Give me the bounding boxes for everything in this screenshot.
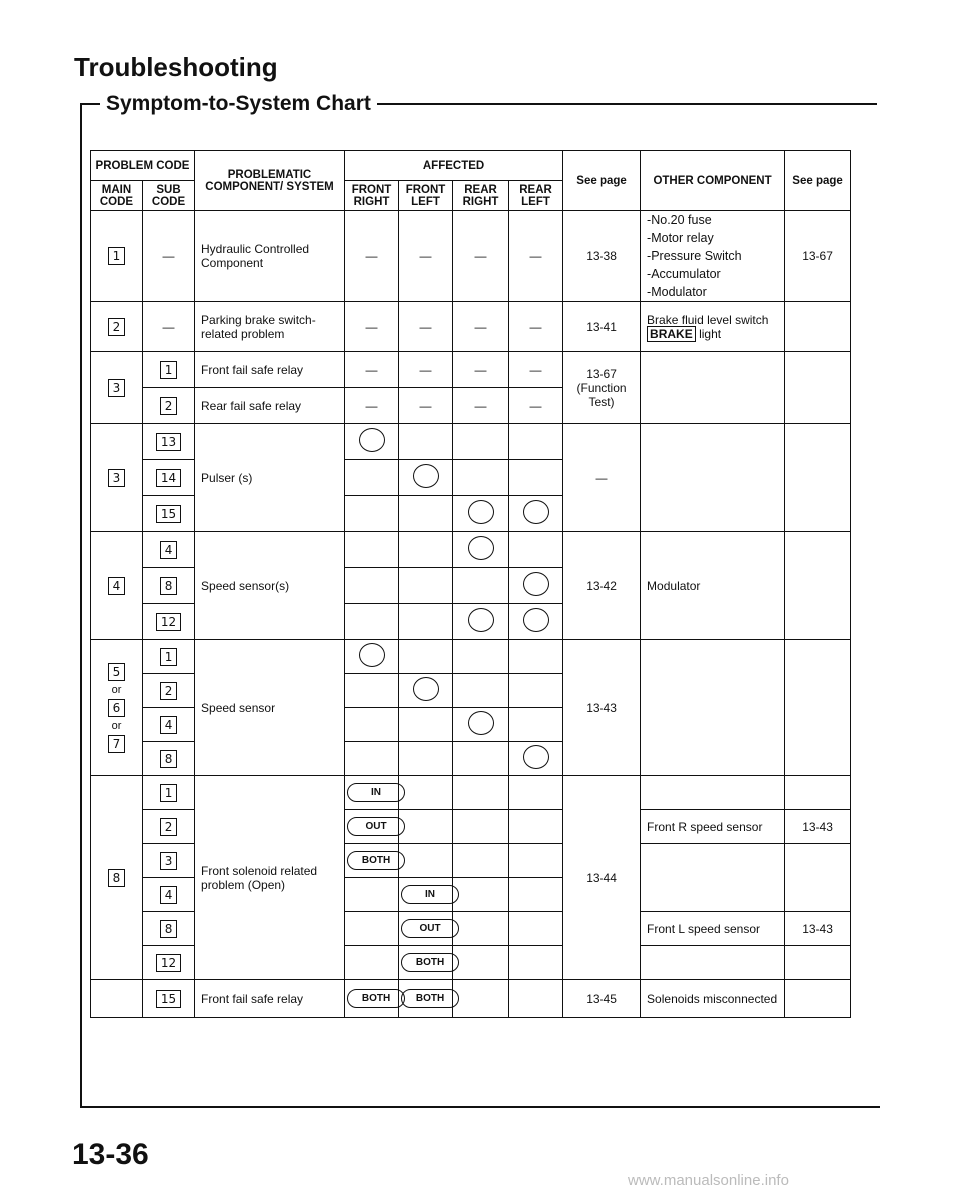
blink-code: 15 [156,505,181,523]
solenoid-pill: BOTH [401,953,459,972]
main-code-cell [91,302,143,352]
main-code-cell [91,776,143,980]
affected-circle-mark [523,608,549,632]
affected-fr [345,980,399,1018]
blink-code: 4 [108,577,126,595]
affected-rl [509,810,563,844]
affected-rr [453,776,509,810]
blink-code: 14 [156,469,181,487]
other-component-cell [641,424,785,532]
other-item: -No.20 fuse [647,213,712,227]
affected-fl [399,742,453,776]
blink-code: 6 [108,699,126,717]
blink-code: 8 [160,577,178,595]
component-cell: Speed sensor(s) [195,532,345,640]
affected-circle-mark [468,500,494,524]
other-component-cell: Modulator [641,532,785,640]
affected-rl [509,424,563,460]
affected-rl [509,460,563,496]
component-cell: Front fail safe relay [195,352,345,388]
header-rear-left: REAR LEFT [509,181,563,211]
affected-rl [509,742,563,776]
affected-rr [453,878,509,912]
page-number: 13-36 [72,1138,149,1171]
sub-code-cell [143,568,195,604]
affected-fr: — [345,352,399,388]
header-component: PROBLEMATIC COMPONENT/ SYSTEM [195,151,345,211]
affected-fl: — [399,211,453,302]
other-component-cell [641,211,785,302]
affected-fr [345,532,399,568]
solenoid-pill: IN [401,885,459,904]
component-cell: Hydraulic Controlled Component [195,211,345,302]
see-page-other-cell [785,776,851,810]
blink-code: 3 [108,469,126,487]
see-page-cell: 13-67 (Function Test) [563,352,641,424]
affected-rr: — [453,211,509,302]
affected-fl: — [399,388,453,424]
affected-circle-mark [413,677,439,701]
main-code-cell [91,352,143,424]
other-component-cell [641,302,785,352]
component-cell: Front solenoid related problem (Open) [195,776,345,980]
affected-rr [453,604,509,640]
affected-fr [345,946,399,980]
blink-code: 15 [156,990,181,1008]
affected-rl [509,776,563,810]
see-page-cell: 13-42 [563,532,641,640]
affected-fl [399,980,453,1018]
other-component-cell [641,776,785,810]
blink-code: 8 [160,920,178,938]
see-page-cell: 13-44 [563,776,641,980]
affected-rl: — [509,388,563,424]
see-page-cell: 13-43 [563,640,641,776]
affected-rr [453,496,509,532]
see-page-other-cell [785,844,851,912]
affected-rl [509,912,563,946]
affected-fr [345,424,399,460]
blink-code: 12 [156,954,181,972]
affected-rr [453,742,509,776]
table-row [91,302,851,352]
solenoid-pill: OUT [347,817,405,836]
other-component-cell [641,352,785,424]
header-see-page-other: See page [785,151,851,211]
other-component-cell: Front L speed sensor [641,912,785,946]
affected-fl [399,674,453,708]
affected-rl [509,674,563,708]
or-label: or [111,683,122,696]
affected-fl [399,946,453,980]
affected-rr [453,674,509,708]
affected-rl [509,708,563,742]
affected-fl: — [399,302,453,352]
affected-rr: — [453,302,509,352]
see-page-other-cell [785,946,851,980]
header-problem-code: PROBLEM CODE [91,151,195,181]
see-page-other-cell [785,640,851,776]
affected-fr [345,604,399,640]
see-page-other-cell: 13-67 [785,211,851,302]
sub-code-cell [143,496,195,532]
main-code-cell [91,640,143,776]
affected-circle-mark [359,428,385,452]
other-component-cell [641,640,785,776]
header-see-page: See page [563,151,641,211]
affected-fr [345,496,399,532]
see-page-other-cell [785,302,851,352]
sub-code-cell [143,352,195,388]
affected-fr [345,568,399,604]
affected-fr [345,878,399,912]
affected-fr [345,810,399,844]
blink-code: 12 [156,613,181,631]
affected-rr [453,946,509,980]
affected-rl: — [509,302,563,352]
affected-fl [399,532,453,568]
affected-rl [509,604,563,640]
table-row [91,352,851,388]
affected-circle-mark [468,711,494,735]
header-main-code: MAIN CODE [91,181,143,211]
component-cell: Pulser (s) [195,424,345,532]
blink-code: 1 [160,361,178,379]
main-code-cell [91,424,143,532]
affected-rr: — [453,352,509,388]
symptom-chart-table [90,150,851,1018]
see-page-other-cell: 13-43 [785,810,851,844]
affected-fr [345,640,399,674]
affected-circle-mark [468,608,494,632]
header-sub-code: SUB CODE [143,181,195,211]
other-item: -Modulator [647,285,707,299]
other-item: -Accumulator [647,267,721,281]
frame-line-left [80,103,82,1107]
main-code-cell [91,532,143,640]
blink-code: 4 [160,716,178,734]
affected-fl [399,604,453,640]
sub-code-cell [143,844,195,878]
affected-circle-mark [523,745,549,769]
see-page-other-cell [785,980,851,1018]
blink-code: 2 [108,318,126,336]
other-item: Brake fluid level switch [647,312,769,327]
other-component-cell: Solenoids misconnected [641,980,785,1018]
affected-circle-mark [523,500,549,524]
brake-light-label: BRAKE [647,326,696,342]
blink-code: 13 [156,433,181,451]
affected-rl [509,568,563,604]
sub-code-cell [143,424,195,460]
see-page-other-cell: 13-43 [785,912,851,946]
affected-fl: — [399,352,453,388]
sub-code-cell [143,912,195,946]
affected-fr [345,776,399,810]
blink-code: 2 [160,818,178,836]
affected-fr [345,912,399,946]
blink-code: 7 [108,735,126,753]
affected-fl [399,424,453,460]
affected-rr [453,640,509,674]
blink-code: 3 [108,379,126,397]
section-subtitle: Symptom-to-System Chart [100,92,377,116]
watermark: www.manualsonline.info [628,1172,789,1189]
see-page-cell: — [563,424,641,532]
affected-rr [453,980,509,1018]
component-cell: Speed sensor [195,640,345,776]
sub-code-cell [143,640,195,674]
frame-line-top-right [372,103,877,105]
affected-rr [453,532,509,568]
see-page-cell: 13-41 [563,302,641,352]
sub-code-cell [143,532,195,568]
affected-rr: — [453,388,509,424]
sub-code-cell [143,708,195,742]
header-front-right: FRONT RIGHT [345,181,399,211]
other-item-suffix: light [699,326,722,341]
see-page-other-cell [785,532,851,640]
affected-fr [345,708,399,742]
solenoid-pill: BOTH [401,989,459,1008]
table-row [91,532,851,568]
main-code-cell [91,980,143,1018]
main-code-cell [91,211,143,302]
affected-rr [453,844,509,878]
affected-fl [399,776,453,810]
affected-fl [399,568,453,604]
affected-rl [509,844,563,878]
header-other-component: OTHER COMPONENT [641,151,785,211]
affected-circle-mark [523,572,549,596]
affected-fr: — [345,211,399,302]
sub-code-cell: — [143,302,195,352]
blink-code: 8 [160,750,178,768]
frame-line-bottom [80,1106,880,1108]
affected-circle-mark [468,536,494,560]
sub-code-cell [143,878,195,912]
affected-rr [453,568,509,604]
sub-code-cell [143,460,195,496]
other-item: -Motor relay [647,231,714,245]
affected-rl [509,980,563,1018]
see-page-cell: 13-45 [563,980,641,1018]
blink-code: 4 [160,886,178,904]
affected-rr [453,424,509,460]
other-component-cell [641,946,785,980]
solenoid-pill: IN [347,783,405,802]
sub-code-cell [143,980,195,1018]
affected-fl [399,640,453,674]
blink-code: 2 [160,397,178,415]
page-title: Troubleshooting [74,52,278,82]
component-cell: Front fail safe relay [195,980,345,1018]
header-rear-right: REAR RIGHT [453,181,509,211]
blink-code: 5 [108,663,126,681]
header-affected: AFFECTED [345,151,563,181]
see-page-other-cell [785,352,851,424]
affected-fr [345,674,399,708]
affected-rl [509,640,563,674]
affected-rr [453,912,509,946]
affected-rl: — [509,352,563,388]
affected-fl [399,460,453,496]
blink-code: 3 [160,852,178,870]
or-label: or [111,719,122,732]
table-row [91,980,851,1018]
affected-rr [453,460,509,496]
blink-code: 4 [160,541,178,559]
affected-rl [509,532,563,568]
other-item: -Pressure Switch [647,249,742,263]
sub-code-cell [143,388,195,424]
affected-circle-mark [413,464,439,488]
affected-fl [399,708,453,742]
sub-code-cell [143,776,195,810]
sub-code-cell [143,810,195,844]
table-row [91,640,851,674]
affected-rl [509,946,563,980]
affected-rr [453,708,509,742]
affected-rl [509,878,563,912]
sub-code-cell [143,742,195,776]
table-row [91,211,851,302]
solenoid-pill: BOTH [347,989,405,1008]
blink-code: 1 [160,784,178,802]
sub-code-cell [143,674,195,708]
affected-fr [345,844,399,878]
affected-fr [345,742,399,776]
affected-fl [399,844,453,878]
affected-fr [345,460,399,496]
blink-code: 1 [160,648,178,666]
affected-fl [399,878,453,912]
component-cell: Parking brake switch-related problem [195,302,345,352]
other-component-cell [641,844,785,912]
frame-line-top-left [80,103,100,105]
affected-rr [453,810,509,844]
affected-fl [399,810,453,844]
solenoid-pill: OUT [401,919,459,938]
affected-fr: — [345,302,399,352]
affected-rl: — [509,211,563,302]
affected-fl [399,912,453,946]
affected-rl [509,496,563,532]
blink-code: 2 [160,682,178,700]
table-row [91,776,851,810]
blink-code: 8 [108,869,126,887]
header-front-left: FRONT LEFT [399,181,453,211]
sub-code-cell: — [143,211,195,302]
solenoid-pill: BOTH [347,851,405,870]
affected-fr: — [345,388,399,424]
sub-code-cell [143,604,195,640]
see-page-other-cell [785,424,851,532]
affected-circle-mark [359,643,385,667]
component-cell: Rear fail safe relay [195,388,345,424]
affected-fl [399,496,453,532]
see-page-cell: 13-38 [563,211,641,302]
other-component-cell: Front R speed sensor [641,810,785,844]
sub-code-cell [143,946,195,980]
table-row [91,424,851,460]
blink-code: 1 [108,247,126,265]
